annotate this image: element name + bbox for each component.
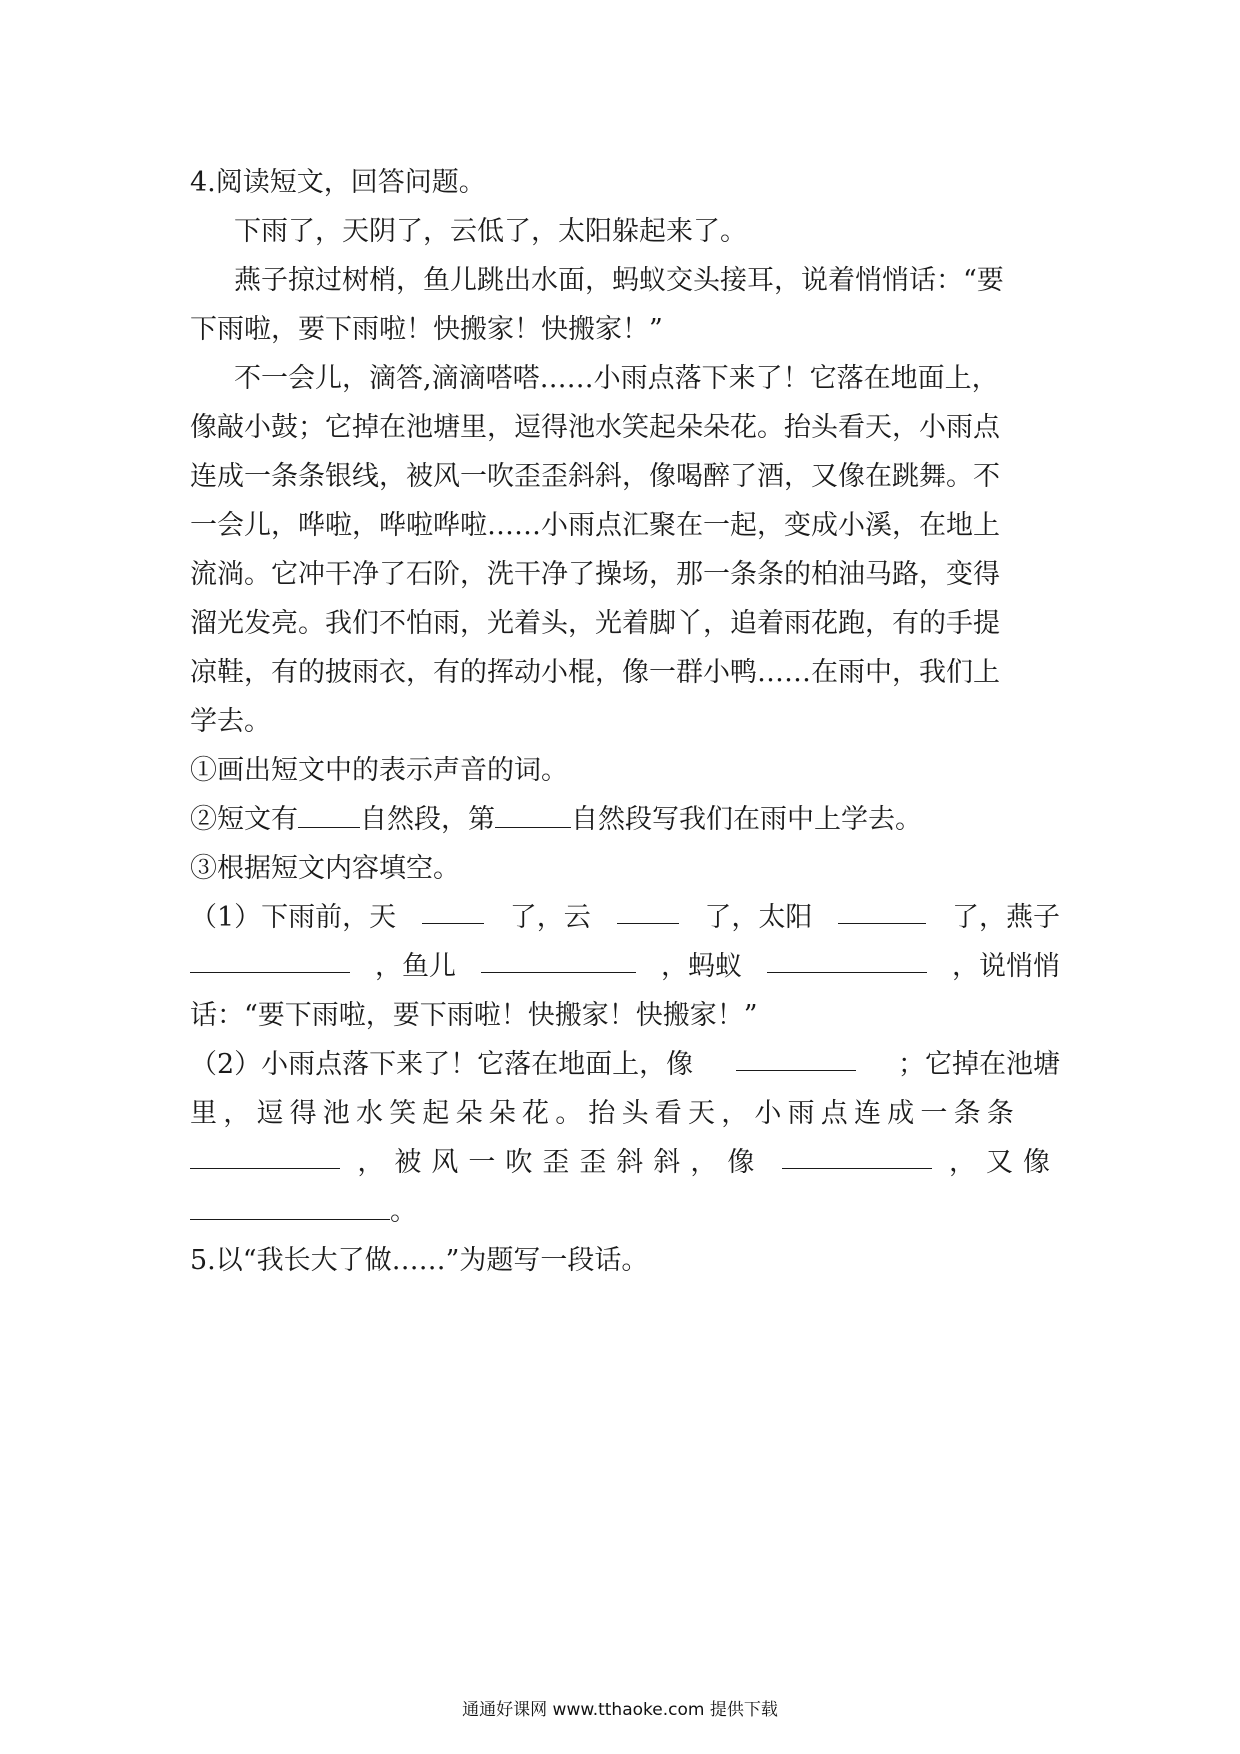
- passage-paragraph-3-line: 流淌。它冲干净了石阶，洗干净了操场，那一条条的柏油马路，变得: [190, 559, 1000, 590]
- fill-in-text: ；它掉在池塘: [898, 1049, 1060, 1080]
- sub-question-1: ①画出短文中的表示声音的词。: [190, 755, 568, 786]
- sub-question-2-text: 自然段，第: [360, 804, 495, 835]
- answer-blank[interactable]: [190, 942, 350, 973]
- passage-paragraph-3-line: 凉鞋，有的披雨衣，有的挥动小棍，像一群小鸭……在雨中，我们上: [190, 657, 1000, 688]
- passage-paragraph-3-line: 不一会儿，滴答,滴滴嗒嗒……小雨点落下来了！它落在地面上，: [234, 363, 999, 394]
- answer-blank[interactable]: [298, 797, 360, 828]
- answer-blank[interactable]: [782, 1138, 932, 1169]
- fill-in-text: 。: [390, 1196, 417, 1227]
- fill-in-text: （1）下雨前，天: [190, 902, 397, 933]
- fill-in-1-line: [190, 942, 1060, 991]
- question-content: [190, 158, 1060, 1285]
- sub-question-2-text: 自然段写我们在雨中上学去。: [571, 804, 922, 835]
- answer-blank[interactable]: [495, 797, 571, 828]
- fill-in-2-line: [190, 1187, 1060, 1236]
- footer-download-note: 通通好课网 www.tthaoke.com 提供下载: [462, 1700, 778, 1720]
- fill-in-2-line: 里，逗得池水笑起朵朵花。抬头看天，小雨点连成一条条: [190, 1098, 1020, 1129]
- fill-in-1-line: [190, 893, 1060, 942]
- answer-blank[interactable]: [422, 893, 484, 924]
- passage-paragraph-1: 下雨了，天阴了，云低了，太阳躲起来了。: [234, 216, 747, 247]
- sub-question-3: ③根据短文内容填空。: [190, 853, 460, 884]
- passage-paragraph-2-line: 下雨啦，要下雨啦！快搬家！快搬家！”: [190, 314, 663, 345]
- passage-paragraph-3-line: 连成一条条银线，被风一吹歪歪斜斜，像喝醉了酒，又像在跳舞。不: [190, 461, 1000, 492]
- question-5-heading: 5.以“我长大了做……”为题写一段话。: [190, 1245, 649, 1276]
- answer-blank[interactable]: [767, 942, 927, 973]
- answer-blank[interactable]: [190, 1189, 390, 1220]
- fill-in-1-line: 话：“要下雨啦，要下雨啦！快搬家！快搬家！”: [190, 1000, 758, 1031]
- fill-in-text: ，蚂蚁: [661, 951, 742, 982]
- passage-paragraph-3-line: 学去。: [190, 706, 271, 737]
- fill-in-text: ，被风一吹歪歪斜斜，像: [357, 1147, 765, 1178]
- passage-paragraph-3-line: 溜光发亮。我们不怕雨，光着头，光着脚丫，追着雨花跑，有的手提: [190, 608, 1000, 639]
- sub-question-2: [190, 795, 1060, 844]
- sub-question-2-text: ②短文有: [190, 804, 298, 835]
- fill-in-text: 了，太阳: [704, 902, 813, 933]
- answer-blank[interactable]: [617, 893, 679, 924]
- passage-paragraph-3-line: 像敲小鼓；它掉在池塘里，逗得池水笑起朵朵花。抬头看天，小雨点: [190, 412, 1000, 443]
- passage-paragraph-3-line: 一会儿，哗啦，哗啦哗啦……小雨点汇聚在一起，变成小溪，在地上: [190, 510, 1000, 541]
- question-4-heading: 4.阅读短文，回答问题。: [190, 167, 486, 198]
- fill-in-text: ，又像: [948, 1147, 1060, 1178]
- fill-in-2-line: [190, 1138, 1060, 1187]
- answer-blank[interactable]: [736, 1040, 856, 1071]
- passage-paragraph-2-line: 燕子掠过树梢，鱼儿跳出水面，蚂蚁交头接耳，说着悄悄话：“要: [234, 265, 1004, 296]
- fill-in-text: ，说悄悄: [952, 951, 1060, 982]
- answer-blank[interactable]: [190, 1138, 340, 1169]
- fill-in-text: 了，燕子: [951, 902, 1060, 933]
- answer-blank[interactable]: [481, 942, 636, 973]
- fill-in-text: 了，云: [509, 902, 591, 933]
- fill-in-text: ，鱼儿: [375, 951, 456, 982]
- fill-in-2-line: [190, 1040, 1060, 1089]
- fill-in-text: （2）小雨点落下来了！它落在地面上，像: [190, 1049, 694, 1080]
- answer-blank[interactable]: [838, 893, 926, 924]
